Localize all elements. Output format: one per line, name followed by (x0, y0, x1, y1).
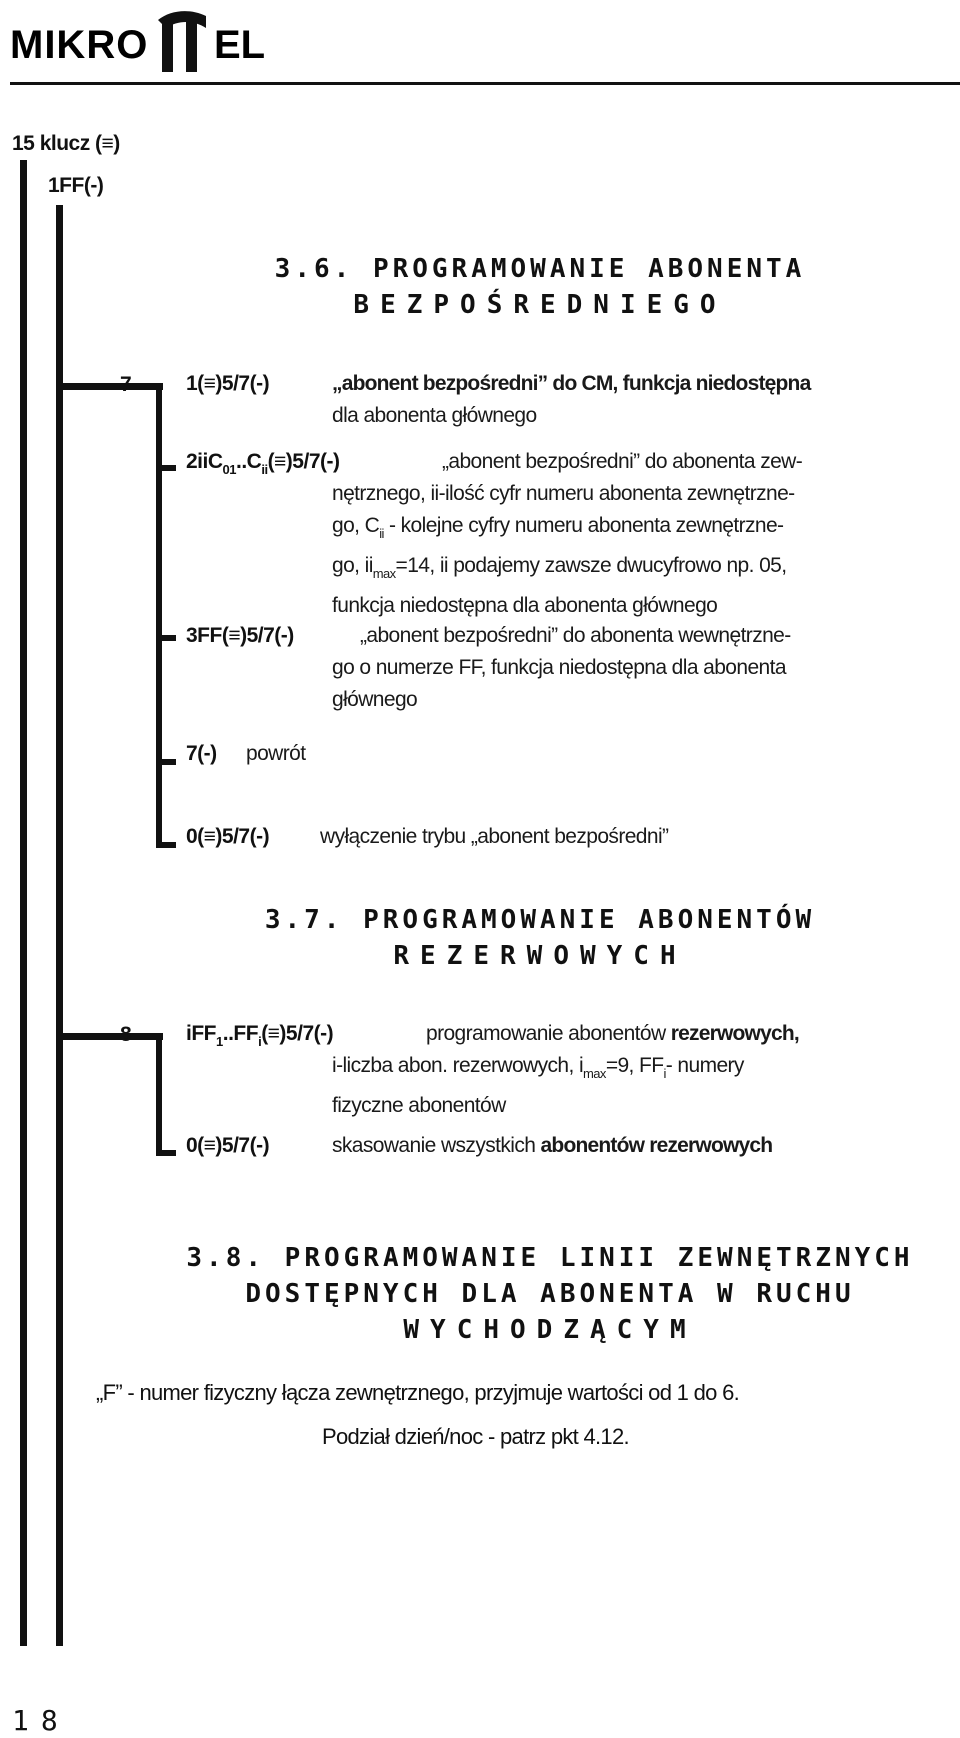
off-command: 0(≡)5/7(-) (186, 825, 270, 848)
svg-text:MIKRO: MIKRO (10, 23, 149, 67)
branch-7-line (156, 383, 162, 845)
item-2-command: $2iiC_{01}..C_{ii}(\equiv)5/7(-)$ (186, 450, 340, 477)
section-3-6-heading-line2: BEZPOŚREDNIEGO (353, 290, 727, 320)
section-3-8-heading-line3: WYCHODZĄCYM (403, 1315, 697, 1345)
off-tick (156, 842, 176, 848)
section-3-6-heading-line1: 3.6. PROGRAMOWANIE ABONENTA (274, 254, 806, 284)
branch-8-key: 8 (120, 1023, 132, 1046)
item-2-tick (156, 465, 176, 471)
item-4-tick (156, 759, 176, 765)
item-1-command: 1(≡)5/7(-) (186, 372, 270, 395)
tree-trunk-outer (20, 160, 27, 1646)
reserve-item-1-text: programowanie abonentów rezerwowych, i-liczba abon. rezerwowych, $i_{max}=9$, $FF_i-$ numery fizyczne abonentów (332, 1022, 799, 1117)
branch-8-connector (63, 1033, 163, 1040)
reserve-item-2-text: skasowanie wszystkich abonentów rezerwowych (332, 1134, 773, 1157)
tree-trunk-inner (56, 205, 63, 1646)
branch-8-line (156, 1033, 162, 1153)
item-4-command: 7(-) (186, 742, 217, 765)
section-3-8-heading-line1: 3.8. PROGRAMOWANIE LINII ZEWNĘTRZNYCH (186, 1243, 914, 1273)
section-3-7-heading-line2: REZERWOWYCH (393, 941, 687, 971)
logo-graphic (10, 6, 300, 72)
level1-key-label: 1FF(-) (48, 174, 104, 197)
item-3-text: „abonent bezpośredni” do abonenta wewnętrzne- go o numerze FF, funkcja niedostępna dla abonenta głównego (332, 624, 791, 711)
section-3-7-heading-line1: 3.7. PROGRAMOWANIE ABONENTÓW (264, 905, 816, 935)
branch-7-connector (63, 383, 163, 390)
item-1-text: „abonent bezpośredni” do CM, funkcja niedostępna dla abonenta głównego (332, 372, 811, 427)
item-2-text: „abonent bezpośredni” do abonenta zew- nętrznego, ii-ilość cyfr numeru abonenta zewnętrzne- go, $C_{ii}$ - kolejne cyfry numeru abonenta zewnętrzne- go, $ii_{max}=14$, ii podajemy zawsze dwucyfrowo np. 05, funkcja niedostępna dla abonenta głównego (332, 450, 803, 617)
note-physical-number: „F” - numer fizyczny łącza zewnętrznego, przyjmuje wartości od 1 do 6. (96, 1380, 740, 1405)
header-rule (10, 82, 960, 85)
mikrotel-logo (10, 6, 300, 72)
root-key-label: 15 klucz (≡) (12, 132, 120, 155)
item-4-text: powrót (246, 742, 306, 765)
item-3-tick (156, 635, 176, 641)
item-3-command: 3FF(≡)5/7(-) (186, 624, 294, 647)
off-text: wyłączenie trybu „abonent bezpośredni” (320, 825, 669, 848)
page-number: 18 (12, 1704, 70, 1737)
section-3-8-heading-line2: DOSTĘPNYCH DLA ABONENTA W RUCHU (245, 1279, 855, 1309)
note-day-night: Podział dzień/noc - patrz pkt 4.12. (322, 1424, 629, 1449)
reserve-item-2-tick (156, 1150, 176, 1156)
reserve-item-1-command: $iFF_1..FF_i(\equiv)5/7(-)$ (186, 1022, 334, 1049)
reserve-item-2-command: 0(≡)5/7(-) (186, 1134, 270, 1157)
branch-7-key: 7 (120, 373, 132, 396)
svg-text:EL: EL (214, 23, 266, 67)
